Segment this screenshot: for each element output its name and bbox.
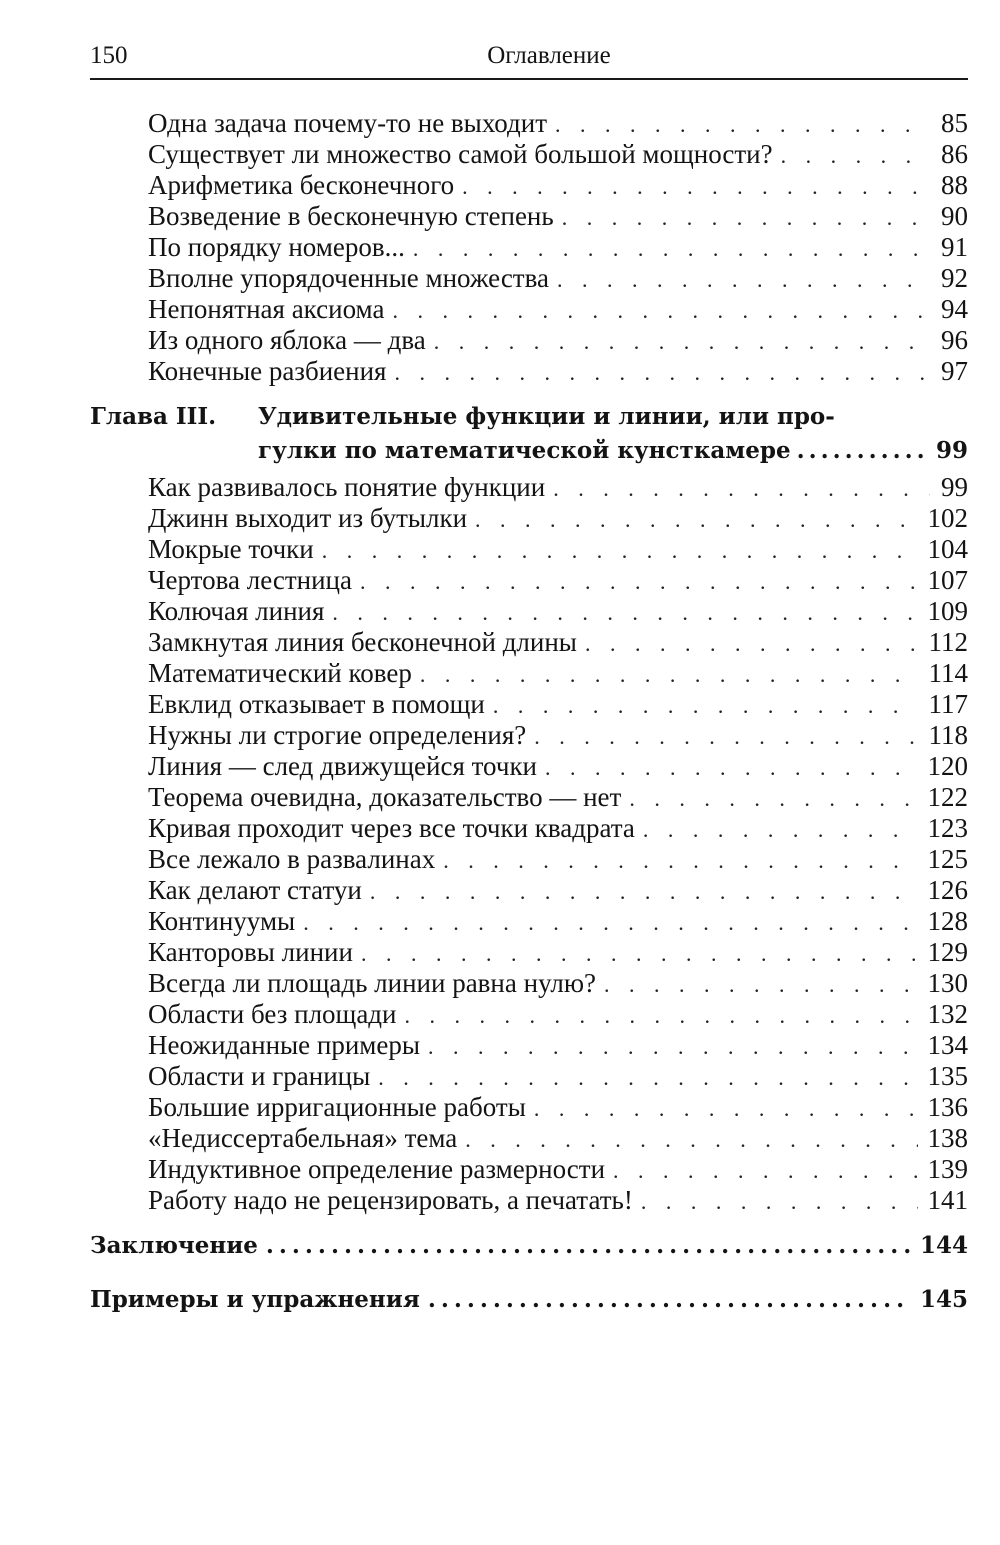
chapter-title-line1: Удивительные функции и линии, или про- [258,403,835,430]
toc-entry-page: 145 [919,1286,968,1313]
toc-entry-title: Математический ковер [148,658,412,688]
toc-entry-title: Работу надо не рецензировать, а печатать! [148,1185,633,1215]
toc-entry [148,813,968,844]
toc-entry [148,201,968,232]
dot-leader [641,1186,918,1217]
dot-leader [797,434,926,468]
toc-entry [148,108,968,139]
toc-entry [148,875,968,906]
toc-entry-title: Джинн выходит из бутылки [148,503,468,533]
toc-entry-title: Теорема очевидна, доказательство — нет [148,782,622,812]
toc-entry [148,263,968,294]
toc-entry-page: 114 [928,658,968,688]
toc-entry-page: 123 [927,813,968,843]
toc-entry [148,782,968,813]
toc-entry-page: 138 [927,1123,968,1153]
toc-entry-title: Чертова лестница [148,565,352,595]
toc-entry-page: 129 [927,937,968,967]
dot-leader [428,1284,910,1316]
toc-entry [148,596,968,627]
toc-entry [148,999,968,1030]
toc-entry [148,356,968,387]
toc-entry-title: Большие ирригационные работы [148,1092,526,1122]
toc-entry [148,906,968,937]
toc-entry-title: Линия — след движущейся точки [148,751,538,781]
toc-entry-title: Канторовы линии [148,937,353,967]
toc-entry-page: 141 [927,1185,968,1215]
toc-entry-title: Кривая проходит через все точки квадрата [148,813,635,843]
dot-leader [332,597,917,628]
toc-entry-title: Конечные разбиения [148,356,387,386]
toc-entry [148,294,968,325]
toc-entry [148,472,968,503]
dot-leader [462,171,930,202]
toc-entry-page: 122 [927,782,968,812]
toc-entry-page: 134 [927,1030,968,1060]
toc-entry [148,968,968,999]
chapter-title-line2-row [258,434,968,468]
toc-entry [148,1185,968,1216]
toc-entry-title: Непонятная аксиома [148,294,385,324]
toc-entry [148,1092,968,1123]
dot-leader [266,1230,910,1262]
toc-entry [148,565,968,596]
toc-entry-page: 99 [941,472,968,502]
dot-leader [322,535,918,566]
toc-entry-page: 107 [927,565,968,595]
toc-entry-page: 109 [927,596,968,626]
toc-entry [148,1123,968,1154]
toc-entry-page: 94 [941,294,968,324]
toc-entry-title: Мокрые точки [148,534,314,564]
toc-entry [148,232,968,263]
toc-entry-page: 102 [927,503,968,533]
toc-entry [148,689,968,720]
dot-leader [534,721,918,752]
toc-entry-title: Колючая линия [148,596,325,626]
toc-entry [148,627,968,658]
toc-entry-title: Как развивалось понятие функции [148,472,546,502]
dot-leader [378,1062,917,1093]
toc-entry-page: 112 [928,627,968,657]
toc-entry-title: «Недиссертабельная» тема [148,1123,458,1153]
dot-leader [413,233,930,264]
dot-leader [604,969,917,1000]
toc-entry-title: Из одного яблока — два [148,325,426,355]
toc-entry-title: Области и границы [148,1061,371,1091]
dot-leader [405,1000,918,1031]
toc-entry-title: Области без площади [148,999,397,1029]
dot-leader [557,264,930,295]
chapter-label: Глава III. [90,403,217,430]
dot-leader [475,504,917,535]
toc-entry [148,534,968,565]
toc-entry [148,325,968,356]
dot-leader [420,659,919,690]
toc-entry [148,844,968,875]
toc-entry-page: 136 [927,1092,968,1122]
dot-leader [392,295,930,326]
dot-leader [555,109,930,140]
chapter-title-line2: гулки по математической кунсткамере [258,437,791,464]
toc-entry-page: 96 [941,325,968,355]
toc-entry-title: Замкнутая линия бесконечной длины [148,627,577,657]
toc-entry-title: По порядку номеров... [148,232,405,262]
toc-entry-page: 135 [927,1061,968,1091]
toc-entry-page: 132 [927,999,968,1029]
toc-entry-page: 144 [919,1232,968,1259]
toc-entry-title: Всегда ли площадь линии равна нулю? [148,968,597,998]
toc-entry [148,751,968,782]
toc-entry [148,170,968,201]
toc-entry-page: 85 [941,108,968,138]
toc-entry-title: Нужны ли строгие определения? [148,720,527,750]
dot-leader [781,140,930,171]
toc-entry-title: Вполне упорядоченные множества [148,263,549,293]
dot-leader [493,690,919,721]
dot-leader [443,845,917,876]
toc-entry-page: 118 [928,720,968,750]
dot-leader [562,202,930,233]
toc-entry-page: 120 [927,751,968,781]
toc-entry-conclusion [90,1230,968,1262]
toc-entry-page: 128 [927,906,968,936]
toc-entry [148,1061,968,1092]
toc-entry-page: 139 [927,1154,968,1184]
toc-entry-page: 104 [927,534,968,564]
dot-leader [434,326,930,357]
dot-leader [629,783,917,814]
toc-entry-title: Примеры и упражнения [90,1286,420,1313]
dot-leader [428,1031,917,1062]
chapter-page: 99 [935,437,968,464]
toc-entry-title: Существует ли множество самой большой мощности? [148,139,773,169]
toc-entry [148,1030,968,1061]
running-head [90,42,968,80]
toc-entry-page: 97 [941,356,968,386]
dot-leader [643,814,918,845]
running-title: Оглавление [487,42,611,69]
toc-entry-page: 86 [941,139,968,169]
toc-entry-title: Неожиданные примеры [148,1030,421,1060]
dot-leader [465,1124,917,1155]
dot-leader [545,752,917,783]
dot-leader [394,357,930,388]
dot-leader [534,1093,918,1124]
toc-entry-page: 91 [941,232,968,262]
toc-entry [148,1154,968,1185]
dot-leader [360,566,918,597]
toc-entry-page: 126 [927,875,968,905]
dot-leader [613,1155,917,1186]
toc-entry [148,139,968,170]
toc-entry-title: Одна задача почему-то не выходит [148,108,548,138]
dot-leader [370,876,918,907]
toc-entry-title: Евклид отказывает в помощи [148,689,485,719]
dot-leader [585,628,919,659]
toc-entry-page: 88 [941,170,968,200]
toc-entry-title: Все лежало в развалинах [148,844,436,874]
page-number: 150 [90,42,128,69]
dot-leader [303,907,917,938]
toc-entry-title: Континуумы [148,906,296,936]
toc-entry-title: Возведение в бесконечную степень [148,201,554,231]
toc-entry-exercises [90,1284,968,1316]
toc-entry [148,937,968,968]
toc-entry-page: 90 [941,201,968,231]
toc-entry-title: Как делают статуи [148,875,362,905]
toc-entry [148,658,968,689]
dot-leader [553,473,930,504]
toc-entry-page: 125 [927,844,968,874]
toc-entry-title: Заключение [90,1232,258,1259]
toc-entry-title: Индуктивное определение размерности [148,1154,606,1184]
dot-leader [361,938,918,969]
toc-entry-page: 130 [927,968,968,998]
toc-entry-page: 117 [928,689,968,719]
toc-entry [148,720,968,751]
toc-entry [148,503,968,534]
toc-entry-title: Арифметика бесконечного [148,170,455,200]
toc-entry-page: 92 [941,263,968,293]
